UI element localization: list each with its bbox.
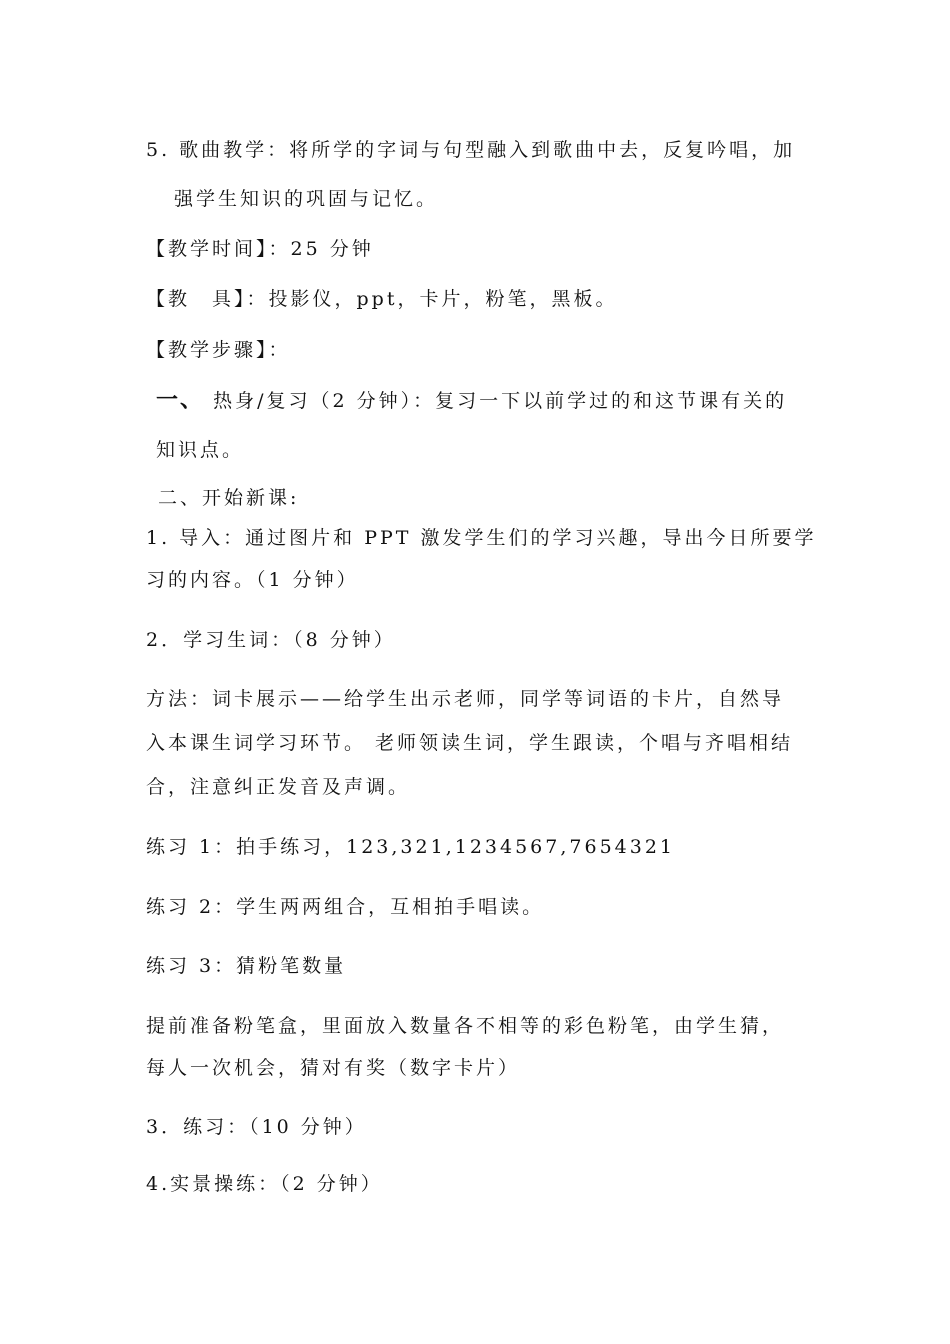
teaching-tools: 【教 具】：投影仪，ppt，卡片，粉笔，黑板。 (146, 288, 618, 310)
practice-1: 练习 1：拍手练习，123,321,1234567,7654321 (146, 836, 676, 858)
scenario-heading: 4.实景操练：（2 分钟） (146, 1173, 383, 1195)
teaching-time: 【教学时间】：25 分钟 (146, 238, 374, 260)
method-line-2: 入本课生词学习环节。 老师领读生词，学生跟读，个唱与齐唱相结 (146, 732, 794, 754)
teaching-steps-heading: 【教学步骤】： (146, 339, 291, 361)
song-teaching-line-2: 强学生知识的巩固与记忆。 (174, 188, 439, 210)
song-teaching-line-1: 5. 歌曲教学：将所学的字词与句型融入到歌曲中去，反复吟唱，加 (146, 139, 796, 161)
new-lesson-heading: 二、开始新课: (158, 487, 300, 509)
chalk-game-line-1: 提前准备粉笔盒，里面放入数量各不相等的彩色粉笔，由学生猜， (146, 1015, 785, 1037)
method-line-3: 合，注意纠正发音及声调。 (146, 776, 411, 798)
practice-2: 练习 2：学生两两组合，互相拍手唱读。 (146, 896, 545, 918)
warmup-text: 热身/复习（2 分钟）：复习一下以前学过的和这节课有关的 (213, 390, 788, 412)
method-line-1: 方法：词卡展示——给学生出示老师，同学等词语的卡片，自然导 (146, 688, 785, 710)
vocab-heading: 2．学习生词：（8 分钟） (146, 629, 396, 651)
chalk-game-line-2: 每人一次机会，猜对有奖（数字卡片） (146, 1057, 521, 1079)
warmup-line-1 (156, 388, 787, 413)
warmup-marker: 一、 (156, 387, 205, 413)
intro-line-2: 习的内容。（1 分钟） (146, 569, 359, 591)
exercise-heading: 3．练习：（10 分钟） (146, 1116, 367, 1138)
warmup-line-2: 知识点。 (156, 439, 245, 461)
practice-3: 练习 3：猜粉笔数量 (146, 955, 347, 977)
intro-line-1: 1. 导入：通过图片和 PPT 激发学生们的学习兴趣，导出今日所要学 (146, 527, 817, 549)
